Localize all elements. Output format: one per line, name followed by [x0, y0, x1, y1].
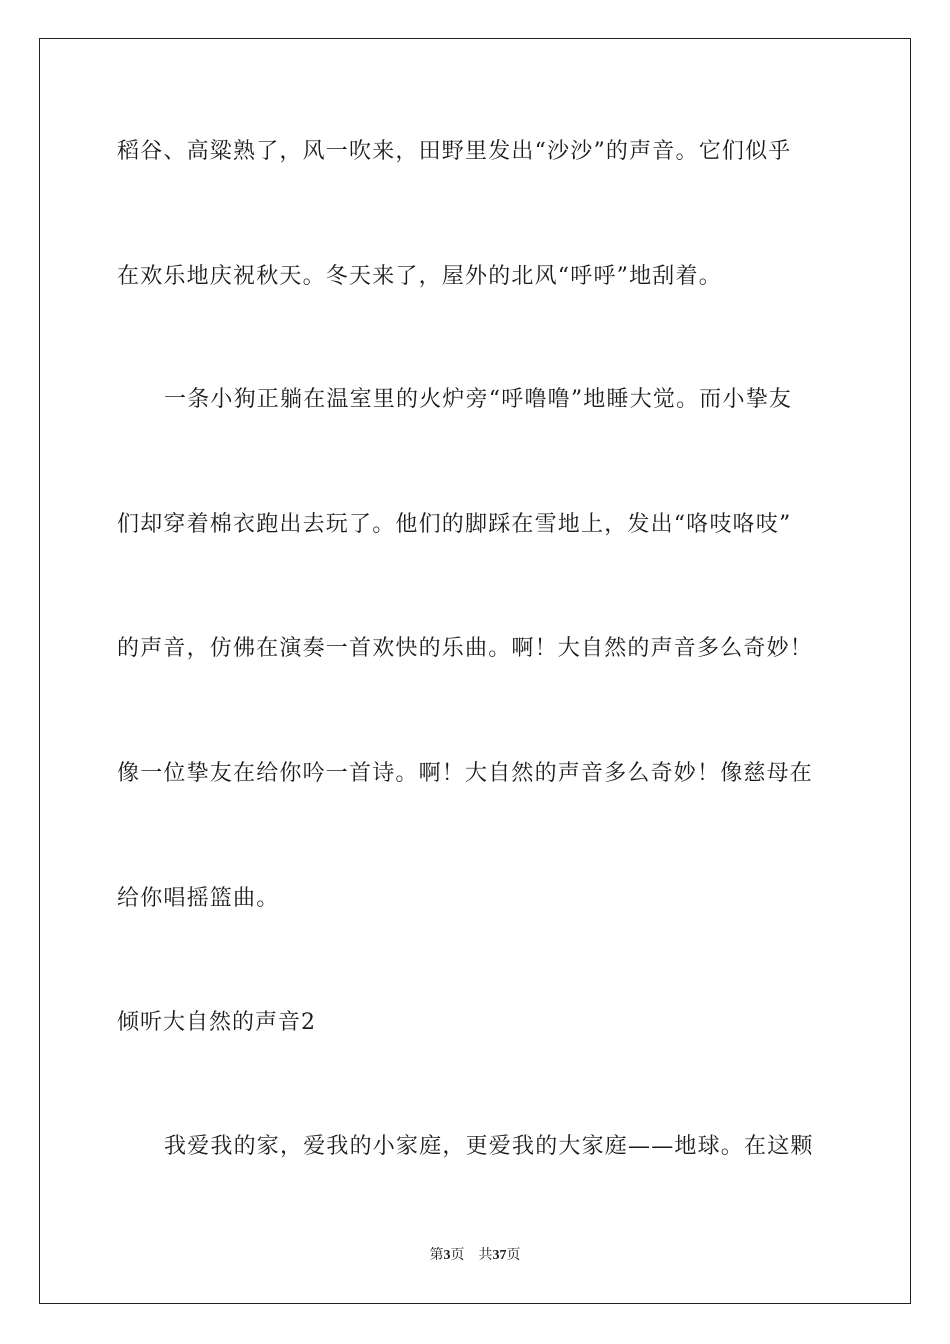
text-line-6: 像一位挚友在给你吟一首诗。啊！大自然的声音多么奇妙！像慈母在	[117, 761, 814, 786]
text-line-1: 稻谷、高粱熟了，风一吹来，田野里发出“沙沙”的声音。它们似乎	[117, 139, 792, 164]
text-line-8: 我爱我的家，爱我的小家庭，更爱我的大家庭——地球。在这颗	[164, 1134, 814, 1159]
footer-mid: 页 共	[450, 1248, 493, 1263]
text-line-5: 的声音，仿佛在演奏一首欢快的乐曲。啊！大自然的声音多么奇妙！	[117, 636, 814, 661]
page-border	[39, 38, 911, 1304]
footer-page-total: 37	[492, 1248, 507, 1263]
section-heading: 倾听大自然的声音2	[117, 1010, 316, 1035]
text-line-7: 给你唱摇篮曲。	[117, 886, 280, 911]
text-line-2: 在欢乐地庆祝秋天。冬天来了，屋外的北风“呼呼”地刮着。	[117, 264, 722, 289]
footer-prefix: 第	[429, 1248, 444, 1263]
text-line-4: 们却穿着棉衣跑出去玩了。他们的脚踩在雪地上，发出“咯吱咯吱”	[117, 512, 792, 537]
footer-page-current: 3	[443, 1248, 451, 1263]
footer-suffix: 页	[506, 1248, 521, 1263]
text-line-3: 一条小狗正躺在温室里的火炉旁“呼噜噜”地睡大觉。而小挚友	[164, 387, 793, 412]
page-footer	[0, 1246, 950, 1266]
